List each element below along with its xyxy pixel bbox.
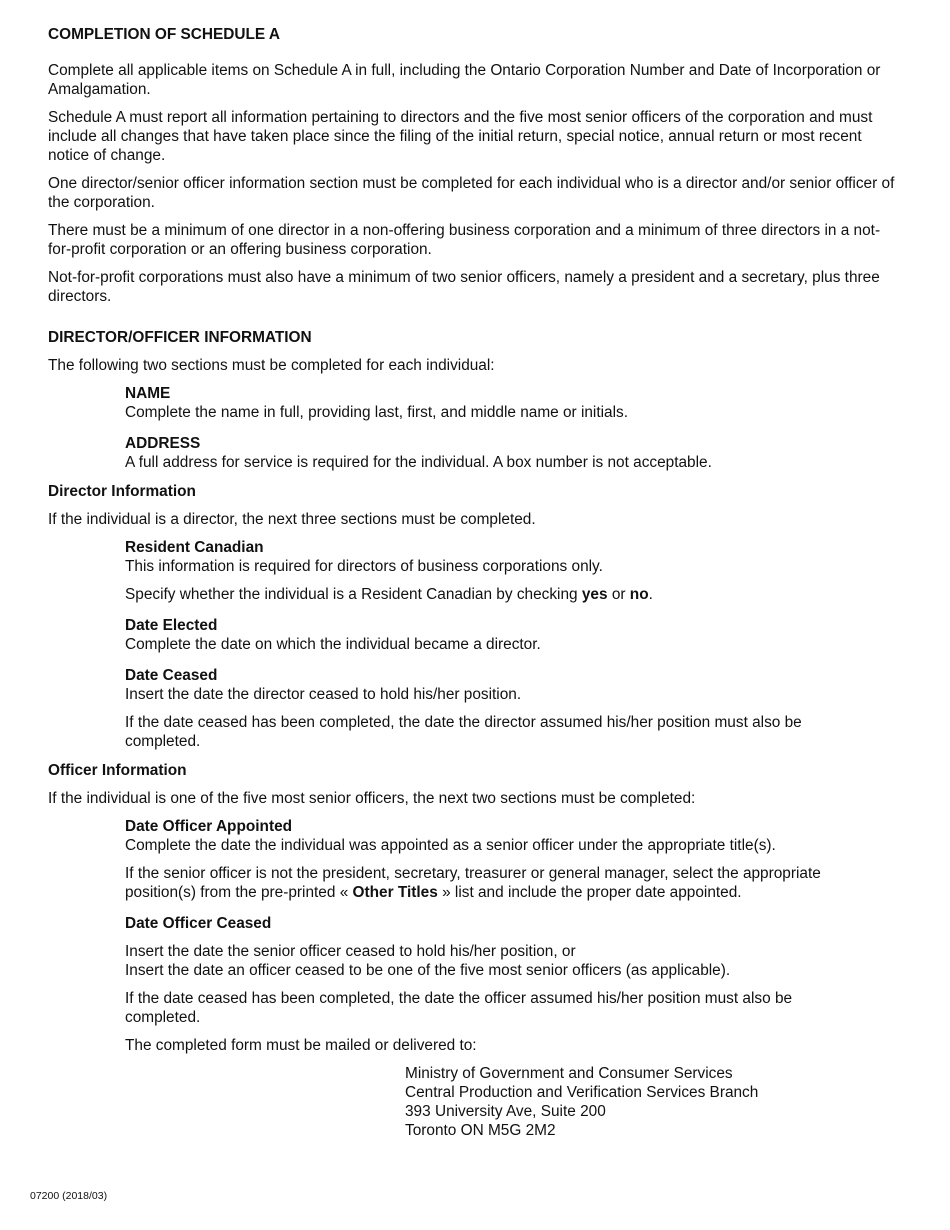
- date-officer-ceased-title: Date Officer Ceased: [125, 915, 272, 932]
- date-ceased-text: Insert the date the director ceased to hold his/her position.: [125, 686, 522, 703]
- intro-paragraph: One director/senior officer information section must be completed for each individual who is a director and/or senior officer of the corporation.: [48, 175, 895, 211]
- date-elected-text: Complete the date on which the individual became a director.: [125, 636, 541, 653]
- date-officer-appointed-note: If the senior officer is not the president, secretary, treasurer or general manager, select the appropriate position(s) from the pre-printed « Other Titles » list and include the proper date appointed.: [125, 865, 821, 901]
- address-line: Central Production and Verification Services Branch: [405, 1084, 759, 1101]
- date-officer-appointed-title: Date Officer Appointed: [125, 818, 293, 835]
- name-item-text: Complete the name in full, providing last, first, and middle name or initials.: [125, 404, 628, 421]
- intro-paragraph: There must be a minimum of one director in a non-offering business corporation and a minimum of three directors in a not-for-profit corporation or an offering business corporation.: [48, 222, 881, 258]
- mailing-address: [405, 1064, 825, 1140]
- other-titles-label: Other Titles: [352, 884, 438, 901]
- date-elected-title: Date Elected: [125, 617, 218, 634]
- intro-paragraph: Complete all applicable items on Schedule A in full, including the Ontario Corporation Number and Date of Incorporation or Amalgamation.: [48, 62, 881, 98]
- address-line: Ministry of Government and Consumer Services: [405, 1065, 733, 1082]
- date-officer-appointed-text: Complete the date the individual was appointed as a senior officer under the appropriate title(s).: [125, 837, 776, 854]
- date-officer-ceased-text: Insert the date the senior officer ceased to hold his/her position, or Insert the date an officer ceased to be one of the five most senior officers (as applicable).: [125, 943, 731, 979]
- date-officer-ceased-note: If the date ceased has been completed, the date the officer assumed his/her position must also be completed.: [125, 990, 793, 1026]
- officer-info-lead: If the individual is one of the five most senior officers, the next two sections must be completed:: [48, 790, 696, 807]
- intro-paragraph: Schedule A must report all information pertaining to directors and the five most senior officers of the corporation and must include all changes that have taken place since the filing of the initial return, special notice, annual return or most recent notice of change.: [48, 109, 873, 164]
- director-items: [125, 538, 825, 751]
- document-page: [48, 25, 898, 1140]
- date-ceased-title: Date Ceased: [125, 667, 218, 684]
- director-info-lead: If the individual is a director, the next three sections must be completed.: [48, 511, 536, 528]
- name-item-title: NAME: [125, 385, 171, 402]
- resident-canadian-title: Resident Canadian: [125, 539, 264, 556]
- director-officer-items: [125, 384, 825, 472]
- address-line: Toronto ON M5G 2M2: [405, 1122, 556, 1139]
- form-number: 07200 (2018/03): [30, 1190, 108, 1202]
- intro-paragraph: Not-for-profit corporations must also have a minimum of two senior officers, namely a president and a secretary, plus three directors.: [48, 269, 880, 305]
- date-ceased-note: If the date ceased has been completed, the date the director assumed his/her position must also be completed.: [125, 714, 802, 750]
- yes-label: yes: [581, 586, 608, 603]
- officer-items: [125, 817, 825, 1140]
- director-officer-heading: DIRECTOR/OFFICER INFORMATION: [48, 329, 312, 346]
- page-title: COMPLETION OF SCHEDULE A: [48, 26, 281, 43]
- mail-instruction: The completed form must be mailed or delivered to:: [125, 1037, 477, 1054]
- address-line: 393 University Ave, Suite 200: [405, 1103, 606, 1120]
- resident-canadian-specify: Specify whether the individual is a Resident Canadian by checking yes or no.: [125, 586, 653, 603]
- resident-canadian-text: This information is required for directors of business corporations only.: [125, 558, 603, 575]
- address-item-text: A full address for service is required for the individual. A box number is not acceptable.: [125, 454, 712, 471]
- no-label: no: [629, 586, 649, 603]
- director-info-heading: Director Information: [48, 483, 196, 500]
- address-item-title: ADDRESS: [125, 435, 201, 452]
- officer-info-heading: Officer Information: [48, 762, 187, 779]
- director-officer-lead: The following two sections must be completed for each individual:: [48, 357, 495, 374]
